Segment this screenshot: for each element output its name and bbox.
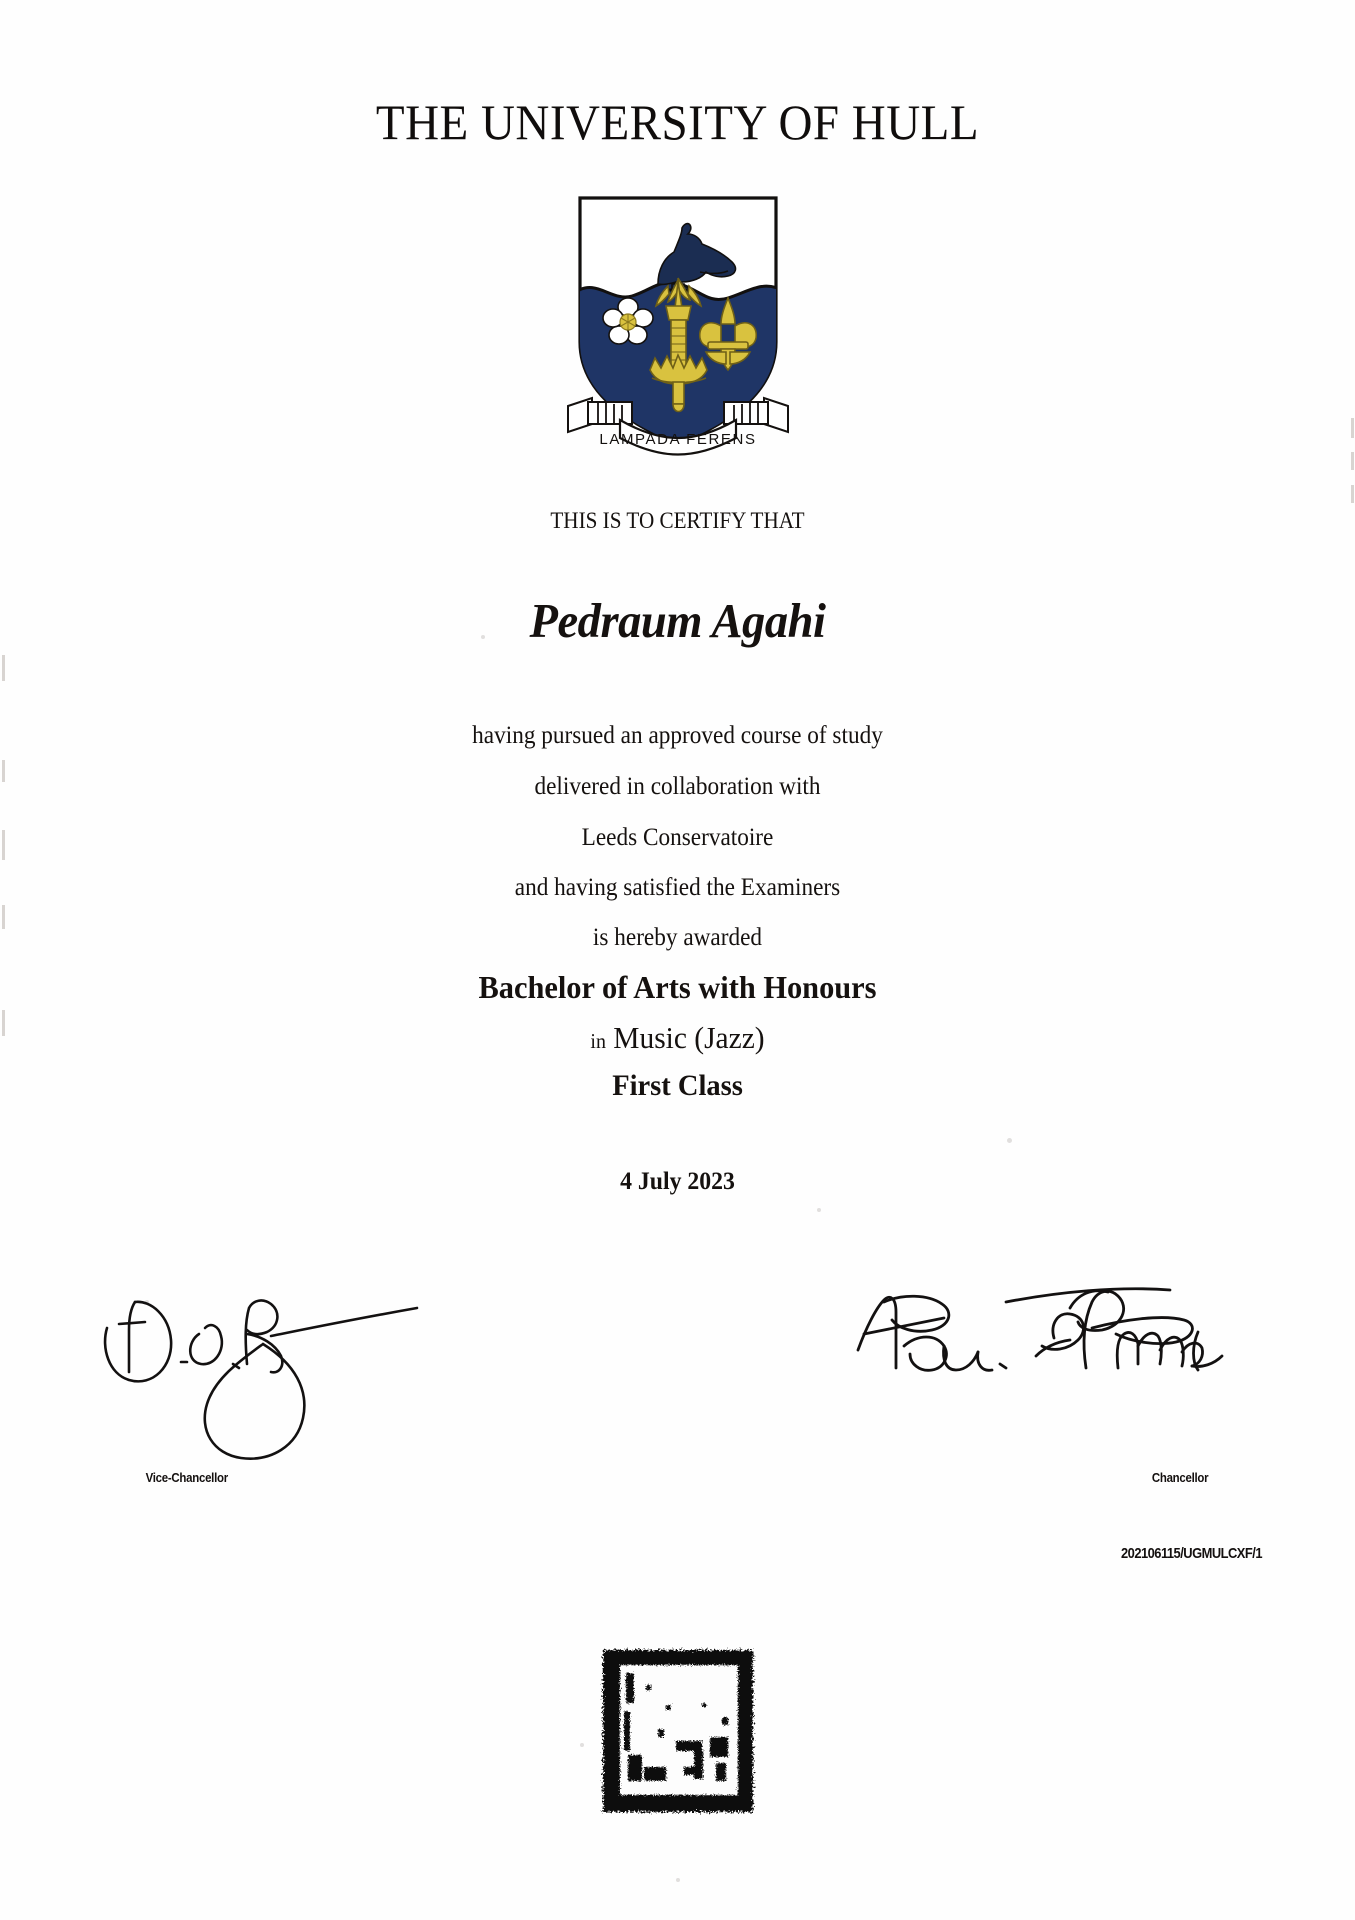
university-crest <box>562 192 794 462</box>
vice-chancellor-label: Vice-Chancellor <box>145 1470 228 1485</box>
partner-institution: Leeds Conservatoire <box>581 824 774 851</box>
scan-artifact <box>1351 485 1354 503</box>
award-date: 4 July 2023 <box>620 1168 735 1195</box>
subject-prefix: in <box>590 1029 606 1053</box>
official-seal-stamp <box>598 1645 758 1817</box>
subject-name: Music (Jazz) <box>613 1020 765 1055</box>
scan-artifact <box>1351 452 1354 470</box>
classification: First Class <box>612 1069 743 1102</box>
degree-title: Bachelor of Arts with Honours <box>478 969 877 1005</box>
scan-speck <box>817 1208 821 1212</box>
body-line-4: and having satisfied the Examiners <box>514 874 841 901</box>
scan-artifact <box>1351 418 1354 438</box>
student-name: Pedraum Agahi <box>529 593 826 648</box>
body-line-5: is hereby awarded <box>592 924 763 951</box>
body-line-1: having pursued an approved course of study <box>472 722 883 749</box>
scan-speck <box>1007 1138 1012 1143</box>
vice-chancellor-signature <box>95 1278 475 1468</box>
scan-speck <box>676 1878 680 1882</box>
certify-line: THIS IS TO CERTIFY THAT <box>550 508 805 533</box>
scan-artifact <box>2 760 5 782</box>
certificate-serial-number: 202106115/UGMULCXF/1 <box>1121 1545 1262 1562</box>
body-line-2: delivered in collaboration with <box>534 773 821 800</box>
motto-text: LAMPADA FERENS <box>598 431 757 448</box>
scan-artifact <box>2 830 5 860</box>
scan-artifact <box>2 905 5 929</box>
scan-artifact <box>2 655 5 681</box>
chancellor-signature <box>840 1272 1260 1442</box>
chancellor-label: Chancellor <box>1151 1470 1209 1485</box>
scan-artifact <box>2 1010 5 1036</box>
subject-line <box>34 1020 1321 1056</box>
institution-title: THE UNIVERSITY OF HULL <box>375 95 980 151</box>
scan-speck <box>580 1743 584 1747</box>
